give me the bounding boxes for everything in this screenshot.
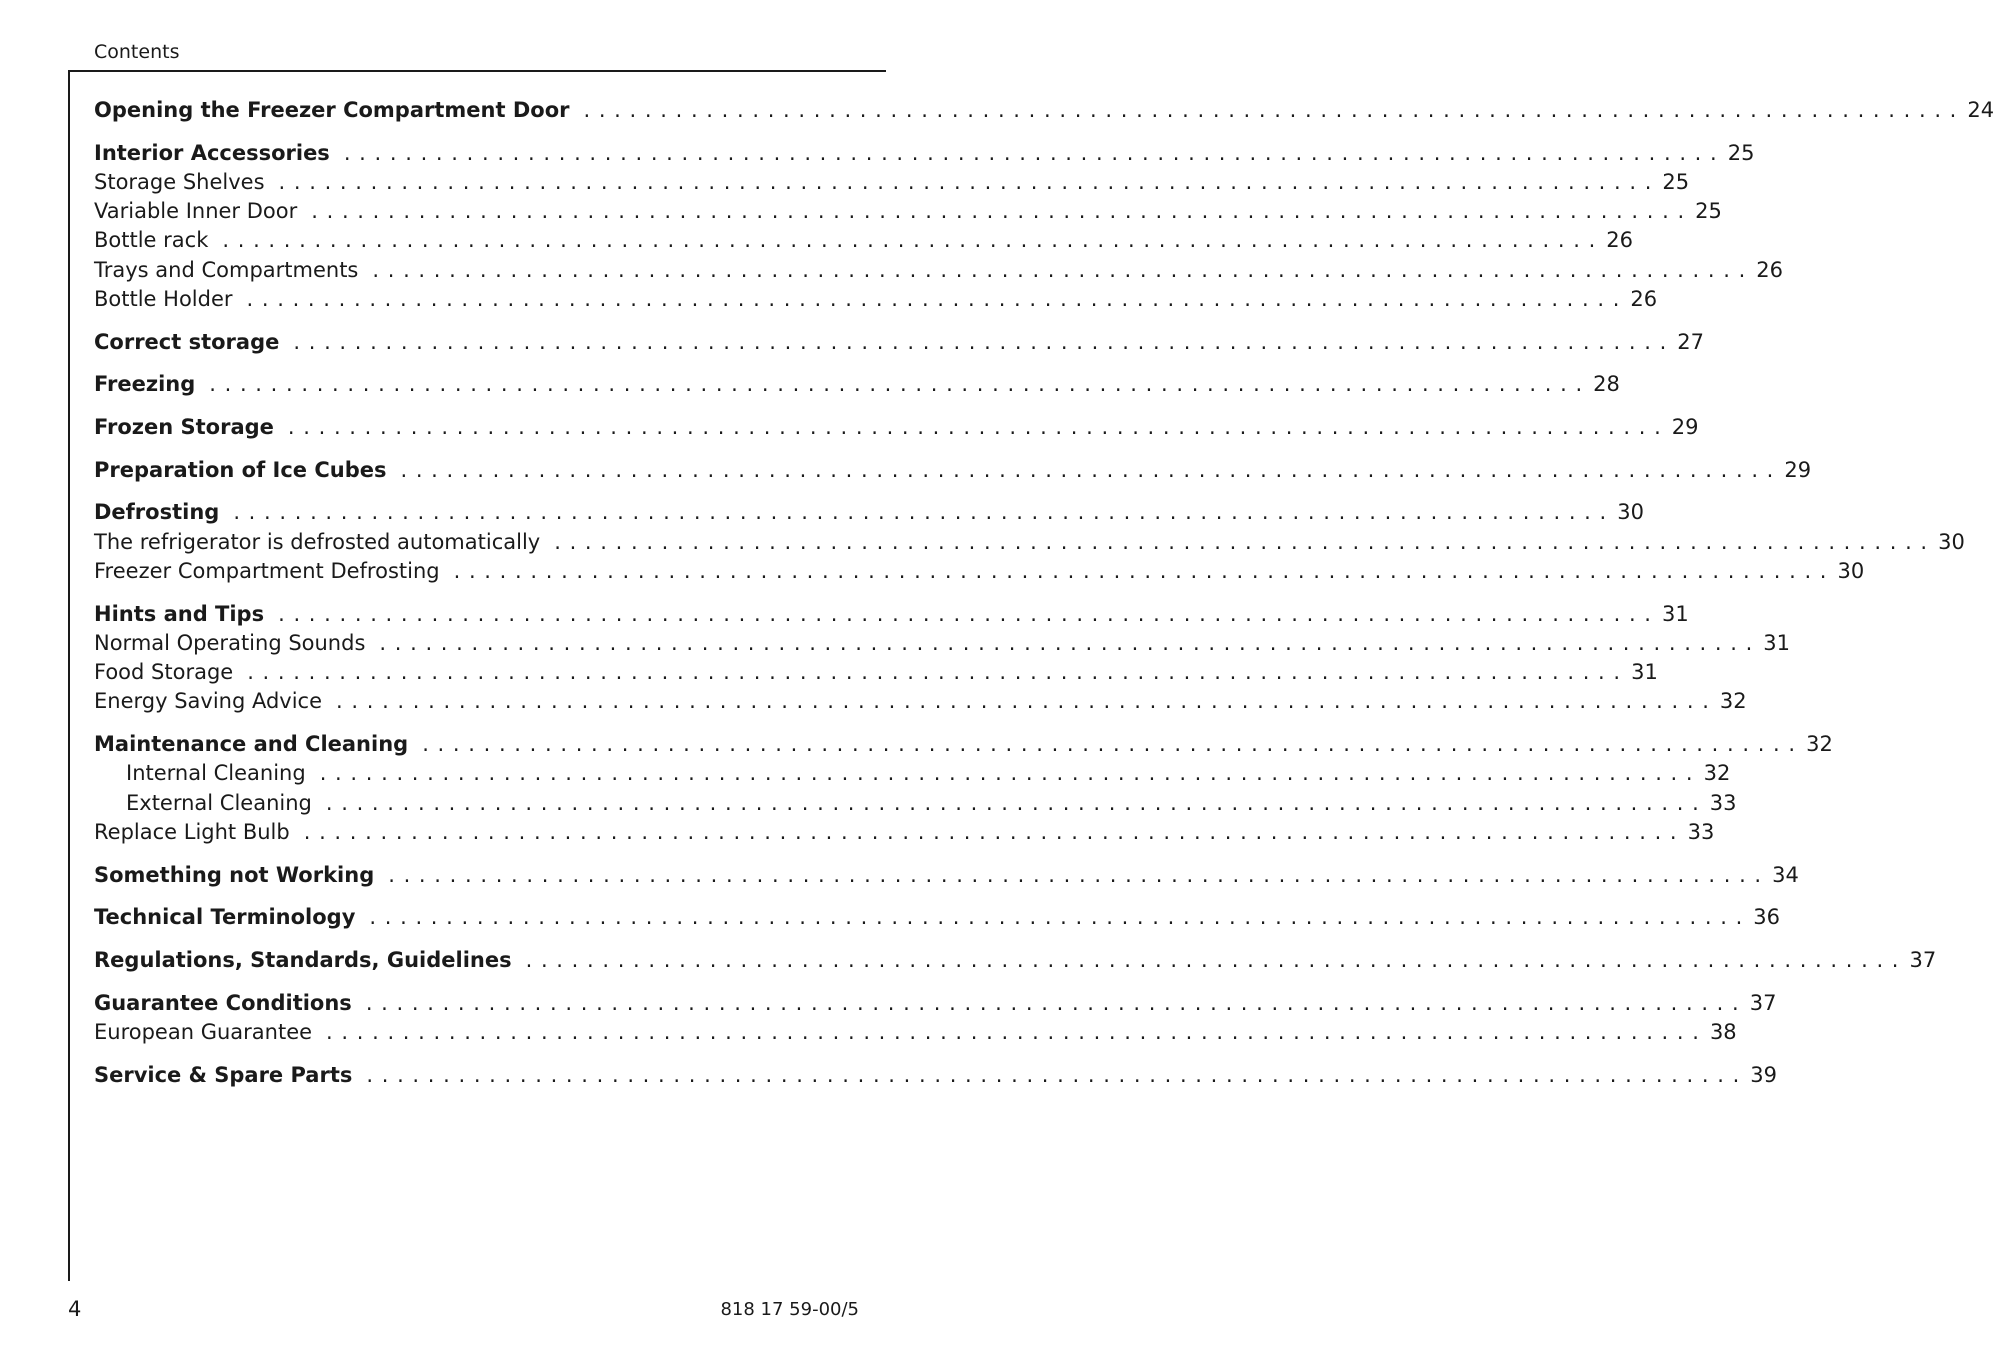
toc-leader-dots: . . . . . . . . . . . . . . . . . . . . . . . . . . . . . . . . . . . . . . . . . . . . . . . . . . . . . . . . . . . . . . . . . . . . . . . . . . . . . . . . . . . . . . . . . . — [372, 258, 1747, 282]
toc-entry-page: 26 — [1756, 258, 1783, 282]
toc-entry[interactable] — [94, 629, 1791, 657]
toc-leader-dots: . . . . . . . . . . . . . . . . . . . . . . . . . . . . . . . . . . . . . . . . . . . . . . . . . . . . . . . . . . . . . . . . . . . . . . . . . . . . . . . . . . . . . . . . . . — [343, 141, 1718, 165]
toc-leader-dots: . . . . . . . . . . . . . . . . . . . . . . . . . . . . . . . . . . . . . . . . . . . . . . . . . . . . . . . . . . . . . . . . . . . . . . . . . . . . . . . . . . . . . . . . . . — [369, 905, 1744, 929]
toc-entry-title: Technical Terminology — [94, 905, 356, 929]
toc-entry-title: Bottle Holder — [94, 287, 233, 311]
toc-entry[interactable] — [94, 600, 1689, 628]
toc-leader-dots: . . . . . . . . . . . . . . . . . . . . . . . . . . . . . . . . . . . . . . . . . . . . . . . . . . . . . . . . . . . . . . . . . . . . . . . . . . . . . . . . . . . . . . . . . . — [422, 732, 1797, 756]
toc-entry[interactable] — [94, 687, 1747, 715]
toc-leader-dots: . . . . . . . . . . . . . . . . . . . . . . . . . . . . . . . . . . . . . . . . . . . . . . . . . . . . . . . . . . . . . . . . . . . . . . . . . . . . . . . . . . . . . . . . . . — [326, 1020, 1700, 1044]
toc-entry-page: 24 — [1967, 98, 1994, 122]
toc-entry-page: 25 — [1662, 170, 1690, 194]
toc-entry-page: 25 — [1727, 141, 1755, 165]
toc-entry[interactable] — [94, 903, 1781, 931]
toc-leader-dots: . . . . . . . . . . . . . . . . . . . . . . . . . . . . . . . . . . . . . . . . . . . . . . . . . . . . . . . . . . . . . . . . . . . . . . . . . . . . . . . . . . . . . . . . . . — [278, 170, 1653, 194]
toc-entry-title: External Cleaning — [126, 791, 312, 815]
toc-entry-title: Trays and Compartments — [94, 258, 359, 282]
toc-entry-title: Opening the Freezer Compartment Door — [94, 98, 570, 122]
toc-entry[interactable] — [94, 818, 1715, 846]
toc-entry-title: European Guarantee — [94, 1020, 313, 1044]
toc-leader-dots: . . . . . . . . . . . . . . . . . . . . . . . . . . . . . . . . . . . . . . . . . . . . . . . . . . . . . . . . . . . . . . . . . . . . . . . . . . . . . . . . . . . . . . . . . . — [247, 660, 1622, 684]
toc-leader-dots: . . . . . . . . . . . . . . . . . . . . . . . . . . . . . . . . . . . . . . . . . . . . . . . . . . . . . . . . . . . . . . . . . . . . . . . . . . . . . . . . . . . . . . . . . . — [222, 228, 1597, 252]
toc-entry-page: 32 — [1703, 761, 1731, 785]
toc-entry[interactable] — [94, 946, 1937, 974]
document-code: 818 17 59-00/5 — [720, 1299, 859, 1320]
toc-entry[interactable] — [94, 557, 1865, 585]
toc-entry-page: 28 — [1593, 372, 1620, 396]
toc-entry-page: 30 — [1617, 500, 1644, 524]
toc-entry-title: Energy Saving Advice — [94, 689, 323, 713]
toc-entry[interactable] — [94, 456, 1812, 484]
toc-leader-dots: . . . . . . . . . . . . . . . . . . . . . . . . . . . . . . . . . . . . . . . . . . . . . . . . . . . . . . . . . . . . . . . . . . . . . . . . . . . . . . . . . . . . . . . . . . — [400, 458, 1775, 482]
toc-leader-dots: . . . . . . . . . . . . . . . . . . . . . . . . . . . . . . . . . . . . . . . . . . . . . . . . . . . . . . . . . . . . . . . . . . . . . . . . . . . . . . . . . . . . . . . . . . — [554, 530, 1929, 554]
toc-entry-page: 33 — [1687, 820, 1715, 844]
toc-entry-page: 34 — [1772, 863, 1799, 887]
toc-leader-dots: . . . . . . . . . . . . . . . . . . . . . . . . . . . . . . . . . . . . . . . . . . . . . . . . . . . . . . . . . . . . . . . . . . . . . . . . . . . . . . . . . . . . . . . . . . — [209, 372, 1584, 396]
toc-entry-title: Maintenance and Cleaning — [94, 732, 409, 756]
toc-entry-title: Interior Accessories — [94, 141, 330, 165]
toc-entry-title: Regulations, Standards, Guidelines — [94, 948, 512, 972]
toc-entry[interactable] — [94, 1018, 1737, 1046]
toc-entry-title: Preparation of Ice Cubes — [94, 458, 387, 482]
toc-entry-title: Replace Light Bulb — [94, 820, 290, 844]
toc-leader-dots: . . . . . . . . . . . . . . . . . . . . . . . . . . . . . . . . . . . . . . . . . . . . . . . . . . . . . . . . . . . . . . . . . . . . . . . . . . . . . . . . . . . . . . . . . . — [365, 991, 1740, 1015]
page-number: 4 — [68, 1297, 82, 1321]
toc-entry-page: 30 — [1837, 559, 1865, 583]
toc-entry-title: The refrigerator is defrosted automatically — [94, 530, 541, 554]
toc-entry[interactable] — [94, 1061, 1777, 1089]
toc-entry[interactable] — [94, 197, 1722, 225]
toc-entry[interactable] — [94, 285, 1658, 313]
toc-entry-page: 27 — [1677, 330, 1704, 354]
toc-entry-title: Normal Operating Sounds — [94, 631, 366, 655]
toc-entry-page: 29 — [1671, 415, 1699, 439]
toc-entry-page: 29 — [1784, 458, 1812, 482]
toc-entry-title: Frozen Storage — [94, 415, 274, 439]
toc-entry-title: Correct storage — [94, 330, 280, 354]
toc-entry-page: 26 — [1606, 228, 1633, 252]
toc-entry-title: Hints and Tips — [94, 602, 265, 626]
toc-entry[interactable] — [94, 730, 1833, 758]
toc-entry-title: Variable Inner Door — [94, 199, 298, 223]
toc-leader-dots: . . . . . . . . . . . . . . . . . . . . . . . . . . . . . . . . . . . . . . . . . . . . . . . . . . . . . . . . . . . . . . . . . . . . . . . . . . . . . . . . . . . . . . . . . . — [325, 791, 1700, 815]
toc-entry[interactable] — [126, 789, 1737, 817]
toc-entry-page: 31 — [1763, 631, 1791, 655]
toc-entry[interactable] — [94, 413, 1699, 441]
toc-entry-title: Storage Shelves — [94, 170, 265, 194]
toc-leader-dots: . . . . . . . . . . . . . . . . . . . . . . . . . . . . . . . . . . . . . . . . . . . . . . . . . . . . . . . . . . . . . . . . . . . . . . . . . . . . . . . . . . . . . . . . . . — [287, 415, 1662, 439]
toc-entry-title: Something not Working — [94, 863, 375, 887]
toc-entry-page: 37 — [1909, 948, 1937, 972]
toc-entry[interactable] — [126, 759, 1731, 787]
toc-leader-dots: . . . . . . . . . . . . . . . . . . . . . . . . . . . . . . . . . . . . . . . . . . . . . . . . . . . . . . . . . . . . . . . . . . . . . . . . . . . . . . . . . . . . . . . . . . — [278, 602, 1652, 626]
toc-leader-dots: . . . . . . . . . . . . . . . . . . . . . . . . . . . . . . . . . . . . . . . . . . . . . . . . . . . . . . . . . . . . . . . . . . . . . . . . . . . . . . . . . . . . . . . . . . — [453, 559, 1828, 583]
section-header: Contents — [94, 41, 180, 63]
toc-leader-dots: . . . . . . . . . . . . . . . . . . . . . . . . . . . . . . . . . . . . . . . . . . . . . . . . . . . . . . . . . . . . . . . . . . . . . . . . . . . . . . . . . . . . . . . . . . — [366, 1063, 1741, 1087]
toc-leader-dots: . . . . . . . . . . . . . . . . . . . . . . . . . . . . . . . . . . . . . . . . . . . . . . . . . . . . . . . . . . . . . . . . . . . . . . . . . . . . . . . . . . . . . . . . . . — [388, 863, 1763, 887]
toc-entry-page: 26 — [1630, 287, 1658, 311]
toc-leader-dots: . . . . . . . . . . . . . . . . . . . . . . . . . . . . . . . . . . . . . . . . . . . . . . . . . . . . . . . . . . . . . . . . . . . . . . . . . . . . . . . . . . . . . . . . . . — [246, 287, 1621, 311]
toc-leader-dots: . . . . . . . . . . . . . . . . . . . . . . . . . . . . . . . . . . . . . . . . . . . . . . . . . . . . . . . . . . . . . . . . . . . . . . . . . . . . . . . . . . . . . . . . . . — [319, 761, 1694, 785]
toc-entry-page: 31 — [1631, 660, 1658, 684]
toc-entry[interactable] — [94, 498, 1644, 526]
toc-entry[interactable] — [94, 328, 1704, 356]
toc-leader-dots: . . . . . . . . . . . . . . . . . . . . . . . . . . . . . . . . . . . . . . . . . . . . . . . . . . . . . . . . . . . . . . . . . . . . . . . . . . . . . . . . . . . . . . . . . . — [303, 820, 1678, 844]
toc-leader-dots: . . . . . . . . . . . . . . . . . . . . . . . . . . . . . . . . . . . . . . . . . . . . . . . . . . . . . . . . . . . . . . . . . . . . . . . . . . . . . . . . . . . . . . . . . . — [525, 948, 1900, 972]
toc-entry-title: Defrosting — [94, 500, 220, 524]
toc-entry[interactable] — [94, 96, 1994, 124]
toc-entry-title: Bottle rack — [94, 228, 209, 252]
toc-leader-dots: . . . . . . . . . . . . . . . . . . . . . . . . . . . . . . . . . . . . . . . . . . . . . . . . . . . . . . . . . . . . . . . . . . . . . . . . . . . . . . . . . . . . . . . . . . — [583, 98, 1958, 122]
toc-entry[interactable] — [94, 528, 1965, 556]
toc-entry[interactable] — [94, 989, 1777, 1017]
toc-entry-page: 32 — [1806, 732, 1833, 756]
toc-entry[interactable] — [94, 861, 1799, 889]
toc-entry-page: 30 — [1938, 530, 1965, 554]
toc-entry[interactable] — [94, 370, 1620, 398]
toc-entry[interactable] — [94, 256, 1783, 284]
toc-entry-page: 36 — [1753, 905, 1781, 929]
toc-leader-dots: . . . . . . . . . . . . . . . . . . . . . . . . . . . . . . . . . . . . . . . . . . . . . . . . . . . . . . . . . . . . . . . . . . . . . . . . . . . . . . . . . . . . . . . . . . — [293, 330, 1668, 354]
toc-entry-title: Internal Cleaning — [126, 761, 306, 785]
toc-entry-title: Food Storage — [94, 660, 234, 684]
toc-entry-page: 32 — [1719, 689, 1747, 713]
toc-entry-page: 33 — [1709, 791, 1737, 815]
toc-entry-title: Freezing — [94, 372, 196, 396]
toc-entry-page: 37 — [1749, 991, 1777, 1015]
toc-entry[interactable] — [94, 168, 1690, 196]
toc-leader-dots: . . . . . . . . . . . . . . . . . . . . . . . . . . . . . . . . . . . . . . . . . . . . . . . . . . . . . . . . . . . . . . . . . . . . . . . . . . . . . . . . . . . . . . . . . . — [233, 500, 1608, 524]
toc-leader-dots: . . . . . . . . . . . . . . . . . . . . . . . . . . . . . . . . . . . . . . . . . . . . . . . . . . . . . . . . . . . . . . . . . . . . . . . . . . . . . . . . . . . . . . . . . . — [311, 199, 1686, 223]
toc-entry-title: Guarantee Conditions — [94, 991, 352, 1015]
toc-entry-page: 25 — [1695, 199, 1722, 223]
toc-entry[interactable] — [94, 658, 1658, 686]
toc-entry-page: 38 — [1709, 1020, 1737, 1044]
toc-entry[interactable] — [94, 139, 1755, 167]
toc-entry-title: Freezer Compartment Defrosting — [94, 559, 440, 583]
toc-entry-page: 39 — [1750, 1063, 1777, 1087]
toc-entry[interactable] — [94, 226, 1633, 254]
toc-entry-page: 31 — [1661, 602, 1689, 626]
toc-entry-title: Service & Spare Parts — [94, 1063, 353, 1087]
toc-leader-dots: . . . . . . . . . . . . . . . . . . . . . . . . . . . . . . . . . . . . . . . . . . . . . . . . . . . . . . . . . . . . . . . . . . . . . . . . . . . . . . . . . . . . . . . . . . — [379, 631, 1754, 655]
toc-leader-dots: . . . . . . . . . . . . . . . . . . . . . . . . . . . . . . . . . . . . . . . . . . . . . . . . . . . . . . . . . . . . . . . . . . . . . . . . . . . . . . . . . . . . . . . . . . — [336, 689, 1710, 713]
